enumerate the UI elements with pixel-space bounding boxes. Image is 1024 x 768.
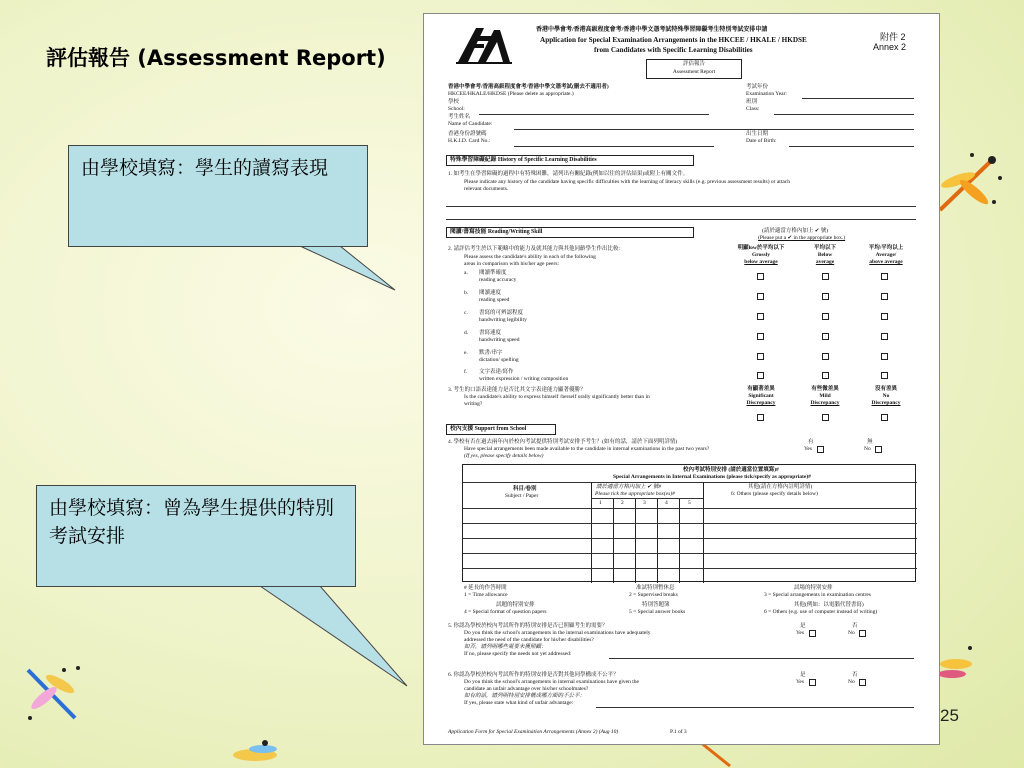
col-header-2-en1: Below bbox=[817, 252, 833, 258]
skill-letter: d. bbox=[464, 330, 469, 336]
skill-letter: b. bbox=[464, 290, 469, 296]
name-label-en: Name of Candidate: bbox=[448, 121, 493, 127]
checkbox-below[interactable] bbox=[822, 313, 829, 320]
col-header-1 bbox=[736, 245, 786, 266]
disc-header-2-en2: Discrepancy bbox=[810, 400, 840, 406]
q4-en2: (If yes, please specify details below) bbox=[464, 453, 544, 459]
form-title-zh: 香港中學會考/香港高級程度會考/香港中學文憑考試特殊學習障礙考生特別考試安排申請 bbox=[536, 27, 768, 33]
checkbox-grossly-below[interactable] bbox=[757, 313, 764, 320]
col-header-3 bbox=[856, 245, 916, 266]
checkbox-q6-no[interactable] bbox=[859, 679, 866, 686]
skill-letter: f. bbox=[464, 369, 468, 375]
checkbox-significant[interactable] bbox=[757, 414, 764, 421]
year-label-zh: 考試年份 bbox=[746, 84, 769, 90]
class-label-en: Class: bbox=[746, 106, 760, 112]
slide-title: 評估報告 (Assessment Report) bbox=[46, 46, 386, 70]
reading-writing-header: 閱讀/書寫技能 Reading/Writing Skill bbox=[446, 227, 694, 238]
col-num-5: 5 bbox=[688, 500, 691, 506]
checkbox-average[interactable] bbox=[881, 313, 888, 320]
form-title-en2: from Candidates with Specific Learning Disabilities bbox=[594, 46, 753, 54]
col-header-3-en2: above average bbox=[869, 259, 903, 265]
q6-no-en: No bbox=[848, 679, 855, 685]
callout-reading-writing: 由學校填寫：學生的讀寫表現 bbox=[68, 145, 368, 247]
skill-zh: 文字表達/寫作 bbox=[479, 369, 514, 375]
checkbox-average[interactable] bbox=[881, 372, 888, 379]
disc-header-1 bbox=[736, 386, 786, 407]
col-others-zh: 其他(請在方格內註明詳情) bbox=[748, 484, 813, 490]
q6-zh2: 如有的話，請列明特別安排構成哪方面的不公平： bbox=[464, 693, 586, 699]
checkbox-grossly-below[interactable] bbox=[757, 293, 764, 300]
checkbox-average[interactable] bbox=[881, 333, 888, 340]
q6-en2: candidate an unfair advantage over his/her schoolmates? bbox=[464, 686, 589, 692]
q6-zh: 6. 你認為學校於校內考試所作的特別安排是否對其他同學構成不公平？ bbox=[448, 672, 619, 678]
dob-label-zh: 出生日期 bbox=[746, 131, 769, 137]
checkbox-below[interactable] bbox=[822, 293, 829, 300]
disc-header-2-zh: 有些微差異 bbox=[811, 386, 839, 392]
q2-en1: Please assess the candidate's ability in each of the following bbox=[464, 254, 596, 260]
table-title-en: Special Arrangements in Internal Examinations (please tick/specify as appropriate)# bbox=[613, 474, 811, 480]
checkbox-below[interactable] bbox=[822, 353, 829, 360]
disc-header-2 bbox=[800, 386, 850, 407]
q4-no-en: No bbox=[864, 446, 871, 452]
col-subject-en: Subject / Paper bbox=[505, 493, 539, 499]
checkbox-average[interactable] bbox=[881, 273, 888, 280]
hkeaa-logo bbox=[454, 22, 516, 66]
q2-zh: 2. 請評估考生於以下範疇中的能力及就其能力與其他同齡學生作出比較： bbox=[448, 246, 625, 252]
q5-no-en: No bbox=[848, 630, 855, 636]
q4-zh: 4. 學校有否在過去兩年內於校內考試提供特別考試安排予考生？(如有的話，請於下面列明詳情) bbox=[448, 439, 678, 445]
skill-en: written expression / writing composition bbox=[479, 376, 569, 382]
skill-letter: e. bbox=[464, 350, 468, 356]
skill-zh: 書寫的可辨認程度 bbox=[479, 310, 524, 316]
skill-en: handwriting legibility bbox=[479, 317, 527, 323]
col-header-2 bbox=[802, 245, 848, 266]
legend-2-en: 2 = Supervised breaks bbox=[629, 592, 678, 598]
q1-en2: relevant documents. bbox=[464, 186, 509, 192]
form-title-en1: Application for Special Examination Arrangements in the HKCEE / HKALE / HKDSE bbox=[540, 36, 807, 44]
q2-en2: areas in comparison with his/her age peers: bbox=[464, 261, 559, 267]
report-title-en: Assessment Report bbox=[672, 69, 716, 75]
col-header-1-zh: 明顯low於平均以下 bbox=[737, 245, 785, 251]
support-header: 校內支援 Support from School bbox=[446, 424, 556, 435]
tick-instruction-zh: (請於適當方格內加上 ✔ 號) bbox=[762, 228, 829, 234]
col-num-2: 2 bbox=[621, 500, 624, 506]
dragonfly-icon bbox=[930, 150, 1010, 220]
col-header-3-en1: Average/ bbox=[875, 252, 897, 258]
checkbox-no-discrepancy[interactable] bbox=[881, 414, 888, 421]
legend-3-zh: 試場的特別安排 bbox=[794, 585, 833, 591]
exam-zh: 香港中學會考/香港高級程度會考/香港中學文憑考試(刪去不適用者) bbox=[448, 84, 609, 90]
arrangements-table bbox=[462, 464, 916, 582]
callout-special-arrangements: 由學校填寫：曾為學生提供的特別考試安排 bbox=[36, 485, 356, 587]
skill-letter: a. bbox=[464, 270, 468, 276]
checkbox-q5-no[interactable] bbox=[859, 630, 866, 637]
q4-yes-zh: 有 bbox=[808, 439, 814, 445]
history-header: 特殊學習障礙紀錄 History of Specific Learning Disabilities bbox=[446, 155, 694, 166]
hkid-label-en: H.K.I.D. Card No.: bbox=[448, 138, 491, 144]
col-header-1-en2: below average bbox=[744, 259, 778, 265]
callout2-tail bbox=[260, 586, 407, 686]
year-label-en: Examination Year: bbox=[746, 91, 787, 97]
skill-zh: 閱讀準確度 bbox=[479, 270, 507, 276]
table-title-zh: 校內考試特別安排 (請於適當位置填寫)# bbox=[683, 467, 779, 473]
page-number: 25 bbox=[940, 706, 959, 725]
class-label-zh: 班別 bbox=[746, 99, 758, 105]
legend-5-zh: 特別答題簿 bbox=[642, 602, 670, 608]
q4-en1: Have special arrangements been made available to the candidate in internal examinations in the past two years? bbox=[464, 446, 710, 452]
checkbox-mild[interactable] bbox=[822, 414, 829, 421]
assessment-report-document bbox=[423, 13, 940, 745]
disc-header-1-zh: 有顯著差異 bbox=[747, 386, 775, 392]
q5-no-zh: 否 bbox=[852, 623, 858, 629]
callout1-tail bbox=[300, 246, 395, 290]
skill-zh: 閱讀速度 bbox=[479, 290, 502, 296]
col-header-2-en2: average bbox=[815, 259, 835, 265]
col-num-1: 1 bbox=[599, 500, 602, 506]
q3-en1: Is the candidate's ability to express himself /herself orally significantly better than in bbox=[464, 394, 650, 400]
legend-6-en: 6 = Others (e.g. use of computer instead of writing) bbox=[764, 609, 878, 615]
skill-en: reading speed bbox=[479, 297, 510, 303]
skill-zh: 默書/串字 bbox=[479, 350, 503, 356]
q6-en1: Do you think the school's arrangements in internal examinations have given the bbox=[464, 679, 639, 685]
q6-yes-en: Yes bbox=[796, 679, 805, 685]
checkbox-q4-yes[interactable] bbox=[817, 446, 824, 453]
q4-no-zh: 無 bbox=[867, 439, 873, 445]
hkid-label-zh: 香港身份證號碼 bbox=[448, 131, 487, 137]
tick-instruction-en: (Please put a ✔ in the appropriate box.) bbox=[758, 235, 846, 241]
col-others-en: 6: Others (please specify details below) bbox=[731, 491, 818, 497]
form-footer-page: P.1 of 3 bbox=[670, 729, 687, 735]
disc-header-1-en2: Discrepancy bbox=[746, 400, 776, 406]
skill-en: dictation/ spelling bbox=[479, 357, 519, 363]
q1-en1: Please indicate any history of the candidate having specific difficulties with the learning of literacy skills (e.g. previous assessment results) or attach bbox=[464, 179, 790, 185]
q6-yes-zh: 是 bbox=[800, 672, 806, 678]
disc-header-2-en1: Mild bbox=[819, 393, 831, 399]
legend-4-zh: 試題的特別安排 bbox=[496, 602, 535, 608]
checkbox-grossly-below[interactable] bbox=[757, 372, 764, 379]
legend-6-zh: 其他(例如：以電腦代替書寫) bbox=[794, 602, 864, 608]
name-label-zh: 考生姓名 bbox=[448, 114, 471, 120]
disc-header-3-zh: 沒有差異 bbox=[874, 386, 897, 392]
q5-en2: addressed the need of the candidate for his/her disabilities? bbox=[464, 637, 594, 643]
legend-1-zh: # 延長的作答時間 bbox=[464, 585, 507, 591]
q5-zh: 5. 你認為學校於校內考試所作的特別安排是否已照顧考生的需要？ bbox=[448, 623, 608, 629]
q5-yes-zh: 是 bbox=[800, 623, 806, 629]
checkbox-below[interactable] bbox=[822, 273, 829, 280]
annex-en: Annex 2 bbox=[873, 42, 907, 52]
q4-yes-en: Yes bbox=[804, 446, 813, 452]
checkbox-grossly-below[interactable] bbox=[757, 333, 764, 340]
legend-3-en: 3 = Special arrangements in examination centres bbox=[764, 592, 871, 598]
skill-zh: 書寫速度 bbox=[479, 330, 502, 336]
q5-zh2: 如否，請列明哪些需要未獲照顧： bbox=[464, 644, 547, 650]
form-footer: Application Form for Special Examination Arrangements (Annex 2) (Aug 10) bbox=[448, 729, 619, 735]
col-header-3-zh: 平均/平均以上 bbox=[868, 245, 904, 251]
q3-en2: writing? bbox=[464, 401, 483, 407]
checkbox-q5-yes[interactable] bbox=[809, 630, 816, 637]
skill-en: handwriting speed bbox=[479, 337, 520, 343]
legend-2-zh: 准試特別暫休息 bbox=[636, 585, 675, 591]
checkbox-below[interactable] bbox=[822, 333, 829, 340]
col-subject-zh: 科目/卷別 bbox=[513, 486, 537, 492]
skill-en: reading accuracy bbox=[479, 277, 517, 283]
q3-zh: 3. 考生的口語表達能力是否比其文字表達能力顯著優勝？ bbox=[448, 387, 586, 393]
disc-header-1-en1: Significant bbox=[748, 393, 774, 399]
legend-1-en: 1 = Time allowance bbox=[464, 592, 508, 598]
col-num-3: 3 bbox=[643, 500, 646, 506]
col-tick-zh: 請於適當方格內加上 ✔ 號# bbox=[596, 484, 662, 490]
school-label-zh: 學校 bbox=[448, 99, 460, 105]
q1-zh: 1. 如考生在學習障礙的過程中有特殊困難，請列出有關紀錄(例如以往的評估結果)或附上有關文件。 bbox=[448, 171, 689, 177]
checkbox-grossly-below[interactable] bbox=[757, 353, 764, 360]
col-num-4: 4 bbox=[665, 500, 668, 506]
exam-en: HKCEE/HKALE/HKDSE (Please delete as appropriate.) bbox=[448, 91, 574, 97]
q5-en3: If no, please specify the needs not yet addressed: bbox=[464, 651, 572, 657]
dragonfly-icon bbox=[225, 735, 295, 768]
checkbox-q6-yes[interactable] bbox=[809, 679, 816, 686]
disc-header-3-en1: No bbox=[882, 393, 890, 399]
col-tick-en: Please tick the appropriate box(es)# bbox=[595, 491, 675, 497]
col-header-1-en1: Grossly bbox=[752, 252, 770, 258]
dragonfly-icon bbox=[20, 660, 90, 730]
checkbox-below[interactable] bbox=[822, 372, 829, 379]
q5-en1: Do you think the school's arrangements in the internal examinations have adequately bbox=[464, 630, 651, 636]
school-label-en: School: bbox=[448, 106, 465, 112]
checkbox-grossly-below[interactable] bbox=[757, 273, 764, 280]
report-box bbox=[646, 59, 742, 79]
col-header-2-zh: 平均以下 bbox=[813, 245, 836, 251]
disc-header-3-en2: Discrepancy bbox=[871, 400, 901, 406]
q6-no-zh: 否 bbox=[852, 672, 858, 678]
legend-5-en: 5 = Special answer books bbox=[629, 609, 686, 615]
skill-letter: c. bbox=[464, 310, 468, 316]
checkbox-average[interactable] bbox=[881, 353, 888, 360]
q5-yes-en: Yes bbox=[796, 630, 805, 636]
checkbox-average[interactable] bbox=[881, 293, 888, 300]
annex-zh: 附件 2 bbox=[880, 32, 906, 42]
report-title-zh: 評估報告 bbox=[682, 61, 705, 67]
checkbox-q4-no[interactable] bbox=[875, 446, 882, 453]
legend-4-en: 4 = Special format of question papers bbox=[464, 609, 547, 615]
q6-en3: If yes, please state what kind of unfair advantage: bbox=[464, 700, 574, 706]
dob-label-en: Date of Birth: bbox=[746, 138, 777, 144]
disc-header-3 bbox=[858, 386, 914, 407]
